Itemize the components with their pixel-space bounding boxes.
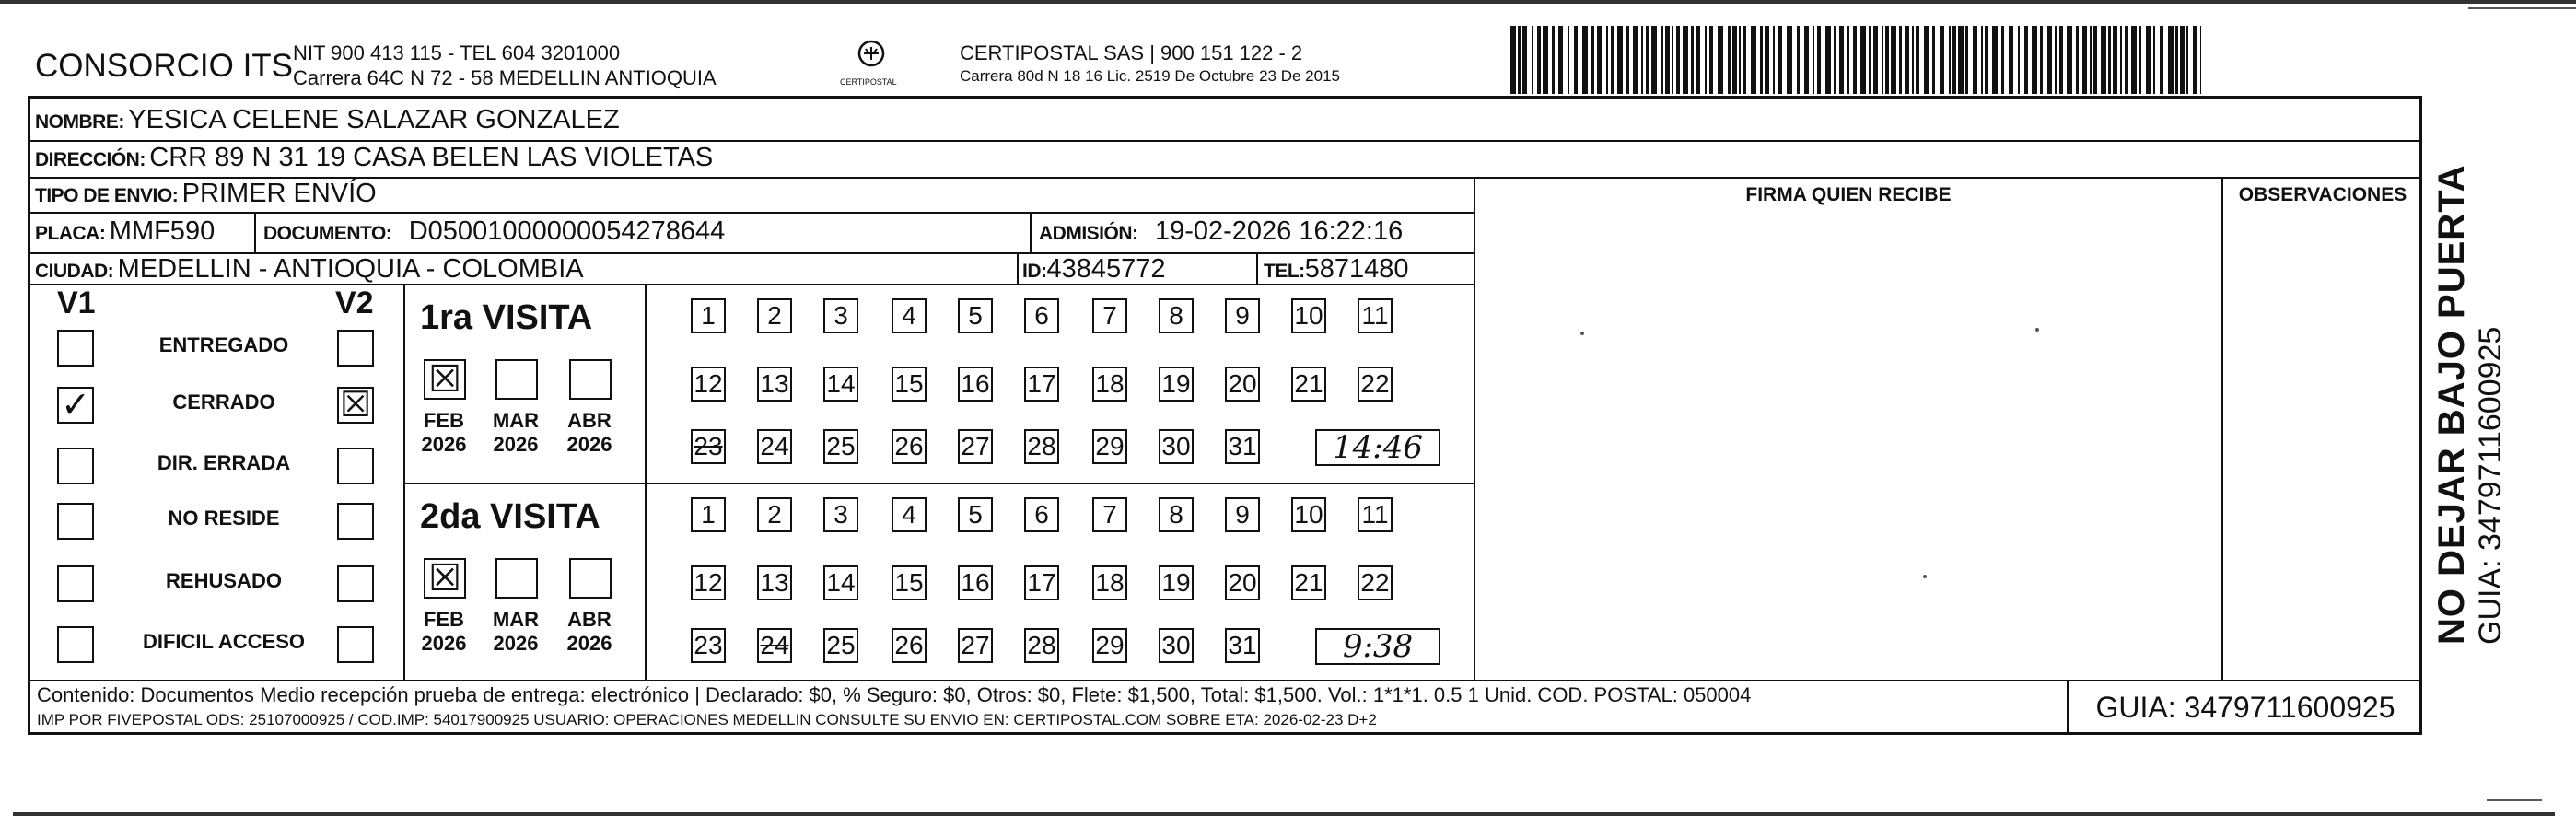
day-checkbox[interactable]: 9 [1225, 497, 1260, 532]
day-checkbox[interactable]: 7 [1092, 298, 1127, 333]
rule [403, 483, 1474, 484]
month-checkbox[interactable] [569, 359, 612, 400]
rule [1030, 212, 1032, 252]
rule [28, 212, 1474, 214]
barcode-bar [2168, 26, 2174, 94]
day-checkbox[interactable]: 27 [958, 429, 993, 464]
barcode-bar [1672, 26, 1673, 94]
barcode-bar [1543, 26, 1548, 94]
barcode-bar [2101, 26, 2106, 94]
v2-checkbox[interactable] [337, 330, 374, 367]
top-right-edge-line [2468, 7, 2576, 9]
day-checkbox[interactable]: 19 [1159, 565, 1194, 600]
rule [28, 177, 2422, 179]
day-checkbox[interactable]: 11 [1358, 298, 1393, 333]
month-label: ABR 2026 [566, 608, 612, 655]
month-checkbox[interactable]: ☒ [424, 359, 466, 400]
barcode-bar [1591, 26, 1594, 94]
barcode-bar [1705, 26, 1707, 94]
day-checkbox[interactable]: 17 [1024, 367, 1059, 402]
v1-checkbox[interactable] [57, 503, 94, 540]
day-checkbox[interactable]: 9 [1225, 298, 1260, 333]
month-checkbox[interactable]: ☒ [424, 558, 466, 599]
barcode-bar [1522, 26, 1527, 94]
barcode-bar [1633, 26, 1638, 94]
barcode-bar [1965, 26, 1968, 94]
barcode-bar [1912, 26, 1914, 94]
side-guia: GUIA: 3479711600925 [2473, 326, 2508, 645]
barcode-bar [1728, 26, 1731, 94]
barcode-bar [2160, 26, 2163, 94]
status-label: ENTREGADO [158, 333, 289, 356]
barcode-bar [2018, 26, 2020, 94]
visit-title: 1ra VISITA [420, 298, 593, 337]
barcode-bar [2193, 26, 2197, 94]
firma-label: FIRMA QUIEN RECIBE [1745, 184, 1952, 205]
barcode-bar [1597, 26, 1602, 94]
day-checkbox[interactable]: 25 [823, 628, 858, 663]
day-checkbox[interactable]: 16 [958, 367, 993, 402]
v1-checkbox[interactable] [57, 330, 94, 367]
day-checkbox[interactable]: 3 [823, 497, 858, 532]
day-checkbox[interactable]: 29 [1092, 628, 1127, 663]
month-label: MAR 2026 [492, 409, 540, 456]
day-checkbox[interactable]: 21 [1291, 367, 1326, 402]
day-checkbox[interactable]: 13 [757, 565, 792, 600]
day-checkbox[interactable]: 2 [757, 497, 792, 532]
v2-label: V2 [335, 285, 374, 320]
direccion-label: DIRECCIÓN: [35, 149, 146, 170]
placa-cell [35, 216, 215, 247]
barcode-bar [1813, 26, 1814, 94]
barcode-bar [1992, 26, 1998, 94]
rule [403, 284, 405, 680]
documento-value: D05001000000054278644 [408, 216, 726, 246]
day-checkbox[interactable]: 10 [1291, 497, 1326, 532]
barcode-bar [1773, 26, 1775, 94]
barcode-bar [2082, 26, 2087, 94]
day-checkbox[interactable]: 18 [1092, 367, 1127, 402]
day-checkbox[interactable]: 25 [823, 429, 858, 464]
barcode-bar [1932, 26, 1935, 94]
scan-dot [1923, 575, 1927, 578]
day-checkbox[interactable]: 26 [892, 628, 927, 663]
barcode-bar [1732, 26, 1737, 94]
barcode-bar [2055, 26, 2057, 94]
scan-dot [2035, 328, 2039, 332]
barcode-bar [2113, 26, 2117, 94]
barcode-bar [2146, 26, 2151, 94]
admision-cell [1039, 216, 1403, 247]
barcode-bar [2047, 26, 2052, 94]
visit-time[interactable]: 9:38 [1315, 628, 1440, 665]
barcode-bar [1558, 26, 1563, 94]
id-label: ID: [1022, 261, 1047, 282]
barcode-bar [1940, 26, 1944, 94]
barcode-bar [2120, 26, 2122, 94]
barcode-bar [1981, 26, 1983, 94]
barcode-bar [1568, 26, 1569, 94]
rule [254, 212, 256, 252]
barcode-bar [1778, 26, 1782, 94]
status-label: DIFICIL ACCESO [142, 630, 305, 653]
admision-value: 19-02-2026 16:22:16 [1154, 216, 1404, 246]
day-checkbox[interactable]: 4 [892, 298, 927, 333]
barcode-bar [1661, 26, 1663, 94]
barcode-bar [1646, 26, 1649, 94]
ciudad-label: CIUDAD: [35, 261, 114, 282]
barcode-bar [2175, 26, 2178, 94]
day-checkbox[interactable]: 24 [757, 429, 792, 464]
barcode-bar [1847, 26, 1849, 94]
tipo-envio-value: PRIMER ENVÍO [181, 179, 377, 208]
footer-content-line: Contenido: Documentos Medio recepción prueba de entrega: electrónico | Declarado: $0, % Seguro: $0, Otros: $0, Flete: $1,500, Total: $1,500. Vol.: 1*1*1. 0.5 1 Unid. COD. POSTAL: 050004 [37, 683, 1752, 706]
day-checkbox[interactable]: 22 [1358, 565, 1393, 600]
barcode-bar [1751, 26, 1756, 94]
rule [1017, 252, 1019, 284]
day-checkbox[interactable]: 2 [757, 298, 792, 333]
barcode-bar [1924, 26, 1929, 94]
barcode-bar [1739, 26, 1741, 94]
barcode-bar [2032, 26, 2037, 94]
barcode-bar [1651, 26, 1657, 94]
day-checkbox[interactable]: 5 [958, 298, 993, 333]
day-checkbox[interactable]: 6 [1024, 298, 1059, 333]
company-address: Carrera 64C N 72 - 58 MEDELLIN ANTIOQUIA [293, 66, 717, 89]
side-warning: NO DEJAR BAJO PUERTA [2431, 164, 2472, 645]
barcode [1510, 26, 2201, 94]
barcode-bar [1582, 26, 1588, 94]
day-checkbox[interactable]: 31 [1225, 628, 1260, 663]
day-checkbox[interactable]: 10 [1291, 298, 1326, 333]
day-checkbox[interactable]: 30 [1159, 628, 1194, 663]
day-checkbox[interactable]: 1 [691, 298, 726, 333]
barcode-bar [1973, 26, 1977, 94]
barcode-bar [1905, 26, 1909, 94]
day-checkbox[interactable]: 8 [1159, 497, 1194, 532]
day-checkbox[interactable]: 27 [958, 628, 993, 663]
barcode-bar [2093, 26, 2097, 94]
day-checkbox[interactable]: 3 [823, 298, 858, 333]
company-name: CONSORCIO ITS [35, 48, 294, 84]
barcode-bar [1899, 26, 1902, 94]
barcode-bar [1626, 26, 1629, 94]
barcode-bar [1860, 26, 1866, 94]
day-checkbox[interactable]: 11 [1358, 497, 1393, 532]
barcode-bar [1853, 26, 1857, 94]
day-checkbox[interactable]: 28 [1024, 429, 1059, 464]
rule [2221, 177, 2223, 680]
barcode-bar [2040, 26, 2043, 94]
barcode-bar [1718, 26, 1723, 94]
carrier-name: CERTIPOSTAL SAS | 900 151 122 - 2 [960, 41, 1303, 64]
bottom-edge-line [13, 812, 2555, 816]
barcode-bar [1797, 26, 1800, 94]
v2-checkbox[interactable] [337, 565, 374, 602]
barcode-bar [2131, 26, 2137, 94]
day-checkbox[interactable]: 30 [1159, 429, 1194, 464]
visit-title: 2da VISITA [420, 497, 600, 536]
barcode-bar [1804, 26, 1809, 94]
day-checkbox[interactable]: 16 [958, 565, 993, 600]
barcode-bar [1787, 26, 1792, 94]
day-checkbox[interactable]: 20 [1225, 565, 1260, 600]
v1-label: V1 [57, 285, 96, 320]
month-label: MAR 2026 [492, 608, 540, 655]
day-checkbox[interactable]: 6 [1024, 497, 1059, 532]
day-checkbox[interactable]: 1 [691, 497, 726, 532]
month-label: FEB 2026 [421, 409, 467, 456]
barcode-bar [1552, 26, 1555, 94]
barcode-bar [1765, 26, 1769, 94]
day-checkbox[interactable]: 8 [1159, 298, 1194, 333]
top-edge-line [0, 0, 2576, 4]
barcode-bar [2200, 26, 2201, 94]
barcode-bar [1510, 26, 1516, 94]
barcode-bar [1743, 26, 1746, 94]
barcode-bar [1641, 26, 1643, 94]
ciudad-value: MEDELLIN - ANTIOQUIA - COLOMBIA [117, 254, 584, 284]
day-checkbox[interactable]: 17 [1024, 565, 1059, 600]
barcode-bar [2024, 26, 2028, 94]
v1-checkbox[interactable] [57, 626, 94, 663]
barcode-bar [2059, 26, 2063, 94]
tipo-envio-row [35, 179, 377, 209]
documento-cell [263, 216, 725, 247]
nombre-row [35, 105, 620, 135]
day-checkbox[interactable]: 12 [691, 367, 726, 402]
barcode-bar [1709, 26, 1713, 94]
day-checkbox[interactable]: 7 [1092, 497, 1127, 532]
barcode-bar [1891, 26, 1896, 94]
direccion-value: CRR 89 N 31 19 CASA BELEN LAS VIOLETAS [149, 143, 714, 172]
day-checkbox[interactable]: 15 [892, 565, 927, 600]
barcode-bar [2139, 26, 2141, 94]
footer-guia: GUIA: 3479711600925 [2067, 680, 2422, 735]
ciudad-cell [35, 254, 584, 285]
barcode-bar [2180, 26, 2185, 94]
month-checkbox[interactable] [495, 558, 538, 599]
barcode-bar [1574, 26, 1578, 94]
footer-print-line: IMP POR FIVEPOSTAL ODS: 25107000925 / COD.IMP: 54017900925 USUARIO: OPERACIONES MEDELLIN CONSULTE SU ENVIO EN: CERTIPOSTAL.COM SOBRE ETA: 2026-02-23 D+2 [37, 711, 1377, 728]
barcode-bar [1958, 26, 1964, 94]
barcode-bar [2076, 26, 2079, 94]
month-label: ABR 2026 [566, 409, 612, 456]
day-checkbox[interactable]: 20 [1225, 367, 1260, 402]
rule [645, 284, 647, 680]
barcode-bar [1611, 26, 1614, 94]
barcode-bar [1696, 26, 1700, 94]
day-checkbox[interactable]: 24 [757, 628, 792, 663]
company-nit-tel: NIT 900 413 115 - TEL 604 3201000 [293, 41, 621, 64]
logo-caption: CERTIPOSTAL [840, 77, 897, 87]
barcode-bar [1985, 26, 1988, 94]
visit-time[interactable]: 14:46 [1315, 429, 1440, 466]
barcode-bar [1869, 26, 1871, 94]
barcode-bar [1676, 26, 1680, 94]
v1-checkbox[interactable] [57, 565, 94, 602]
tel-value: 5871480 [1304, 254, 1409, 284]
barcode-bar [1683, 26, 1688, 94]
barcode-bar [1532, 26, 1533, 94]
direccion-row [35, 143, 713, 173]
placa-label: PLACA: [35, 223, 106, 244]
barcode-bar [1834, 26, 1836, 94]
barcode-bar [2009, 26, 2013, 94]
v2-checkbox[interactable] [337, 503, 374, 540]
barcode-bar [1839, 26, 1844, 94]
observaciones-label: OBSERVACIONES [2238, 184, 2407, 205]
barcode-bar [1873, 26, 1878, 94]
barcode-bar [1882, 26, 1883, 94]
barcode-bar [1606, 26, 1608, 94]
barcode-bar [2090, 26, 2092, 94]
status-label: CERRADO [172, 390, 275, 414]
day-checkbox[interactable]: 23 [691, 429, 726, 464]
day-checkbox[interactable]: 19 [1159, 367, 1194, 402]
barcode-bar [2001, 26, 2004, 94]
id-cell [1022, 254, 1166, 285]
tel-cell [1264, 254, 1409, 285]
day-checkbox[interactable]: 18 [1092, 565, 1127, 600]
day-checkbox[interactable]: 31 [1225, 429, 1260, 464]
barcode-bar [1617, 26, 1623, 94]
month-checkbox[interactable] [495, 359, 538, 400]
day-checkbox[interactable]: 23 [691, 628, 726, 663]
admision-label: ADMISIÓN: [1039, 223, 1138, 244]
day-checkbox[interactable]: 13 [757, 367, 792, 402]
rule [28, 680, 2422, 681]
v2-checkbox[interactable]: ☒ [337, 387, 374, 424]
id-value: 43845772 [1046, 254, 1166, 284]
barcode-bar [1817, 26, 1821, 94]
month-checkbox[interactable] [569, 558, 612, 599]
barcode-bar [1760, 26, 1763, 94]
barcode-bar [1916, 26, 1919, 94]
day-checkbox[interactable]: 5 [958, 497, 993, 532]
barcode-bar [1825, 26, 1831, 94]
barcode-bar [2067, 26, 2072, 94]
barcode-bar [1952, 26, 1956, 94]
day-checkbox[interactable]: 14 [823, 565, 858, 600]
side-text [2431, 164, 2509, 645]
day-checkbox[interactable]: 26 [892, 429, 927, 464]
day-checkbox[interactable]: 29 [1092, 429, 1127, 464]
barcode-bar [1665, 26, 1670, 94]
status-label: REHUSADO [166, 569, 282, 592]
rule [1256, 252, 1258, 284]
v1-checkbox[interactable]: ✓ [57, 387, 94, 424]
day-checkbox[interactable]: 14 [823, 367, 858, 402]
day-checkbox[interactable]: 12 [691, 565, 726, 600]
barcode-bar [2125, 26, 2128, 94]
day-checkbox[interactable]: 21 [1291, 565, 1326, 600]
barcode-bar [2186, 26, 2188, 94]
day-checkbox[interactable]: 15 [892, 367, 927, 402]
placa-value: MMF590 [109, 216, 216, 246]
barcode-bar [1885, 26, 1889, 94]
barcode-bar [2108, 26, 2111, 94]
tel-label: TEL: [1264, 261, 1305, 282]
nombre-label: NOMBRE: [35, 111, 124, 133]
month-label: FEB 2026 [421, 608, 467, 655]
barcode-bar [1691, 26, 1694, 94]
day-checkbox[interactable]: 22 [1358, 367, 1393, 402]
carrier-address: Carrera 80d N 18 16 Lic. 2519 De Octubre 23 De 2015 [960, 67, 1340, 85]
scan-dot [1580, 332, 1584, 335]
rule [28, 140, 2422, 142]
barcode-bar [1537, 26, 1541, 94]
v1-checkbox[interactable] [57, 448, 94, 484]
barcode-bar [2153, 26, 2155, 94]
v2-checkbox[interactable] [337, 448, 374, 484]
documento-label: DOCUMENTO: [263, 223, 392, 244]
day-checkbox[interactable]: 28 [1024, 628, 1059, 663]
day-checkbox[interactable]: 4 [892, 497, 927, 532]
barcode-bar [1518, 26, 1521, 94]
v2-checkbox[interactable] [337, 626, 374, 663]
barcode-bar [1949, 26, 1951, 94]
status-label: NO RESIDE [168, 507, 280, 530]
nombre-value: YESICA CELENE SALAZAR GONZALEZ [128, 105, 620, 134]
bottom-right-edge-line [2487, 799, 2542, 801]
rule [1474, 177, 1475, 680]
status-label: DIR. ERRADA [157, 451, 291, 474]
tipo-envio-label: TIPO DE ENVIO: [35, 185, 179, 206]
